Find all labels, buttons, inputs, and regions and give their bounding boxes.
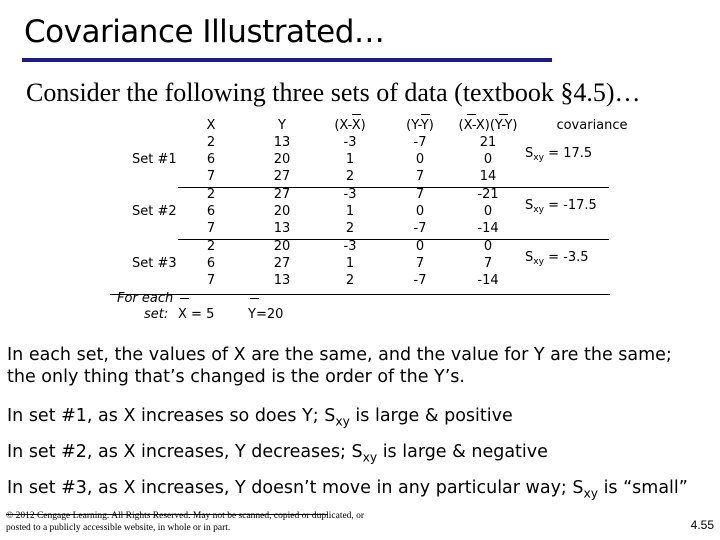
- covariance-subscript: xy: [533, 205, 545, 216]
- header-x-deviation: (X-X): [334, 118, 366, 133]
- set-label: Set #1: [132, 152, 177, 167]
- cell-y: 13: [273, 135, 291, 150]
- cell-x-deviation: 2: [345, 221, 355, 236]
- statement-subscript: xy: [583, 486, 598, 501]
- explanation-line-1: In each set, the values of X are the same, and the value for Y are the same;: [7, 345, 672, 365]
- cell-product: 0: [483, 152, 493, 167]
- cell-product: -14: [477, 273, 499, 288]
- set-label: Set #2: [132, 204, 177, 219]
- cell-x: 2: [206, 187, 216, 202]
- statement-set-1: [7, 405, 513, 427]
- covariance-value: = 17.5: [544, 146, 593, 161]
- set-label-summary: set:: [144, 307, 169, 322]
- cell-y: 27: [273, 256, 291, 271]
- header-y: Y: [278, 118, 286, 133]
- statement-set-3: [7, 477, 688, 499]
- cell-y: 13: [273, 273, 291, 288]
- cell-product: 0: [483, 204, 493, 219]
- set-divider: [178, 239, 609, 240]
- statement-text: is large & negative: [377, 442, 548, 462]
- cell-x-deviation: -3: [343, 135, 357, 150]
- statement-text: In set #3, as X increases, Y doesn’t move in any particular way; S: [7, 478, 584, 498]
- statement-subscript: xy: [335, 414, 350, 429]
- mean-bar: [499, 114, 508, 115]
- cell-product: -21: [477, 187, 499, 202]
- title-underline: [22, 58, 552, 62]
- cell-x-deviation: 1: [345, 152, 355, 167]
- slide-subtitle: Consider the following three sets of data (textbook §4.5)…: [26, 78, 641, 107]
- cell-x: 7: [206, 169, 216, 184]
- for-each-label: For each: [117, 291, 174, 306]
- statement-text: In set #1, as X increases so does Y; S: [7, 406, 336, 426]
- cell-x: 7: [206, 273, 216, 288]
- cell-y-deviation: 0: [415, 204, 425, 219]
- mean-bar: [180, 298, 189, 299]
- set-covariance: [525, 146, 592, 162]
- cell-y-deviation: 7: [415, 256, 425, 271]
- cell-x-deviation: 1: [345, 204, 355, 219]
- set-covariance: [525, 250, 589, 266]
- statement-text: In set #2, as X increases, Y decreases; S: [7, 442, 363, 462]
- covariance-subscript: xy: [533, 153, 545, 164]
- header-y-deviation: (Y-Y): [406, 118, 434, 133]
- cell-product: -14: [477, 221, 499, 236]
- cell-y: 20: [273, 152, 291, 167]
- cell-y: 20: [273, 204, 291, 219]
- cell-x: 6: [206, 256, 216, 271]
- cell-y: 13: [273, 221, 291, 236]
- set-covariance: [525, 198, 597, 214]
- covariance-symbol: S: [525, 146, 534, 161]
- cell-y-deviation: 0: [415, 152, 425, 167]
- mean-bar: [467, 114, 476, 115]
- mean-bar: [352, 114, 361, 115]
- copyright-notice: © 2012 Cengage Learning. All Rights Reserved. May not be scanned, copied or duplicated, or posted to a publicly accessible website, in whole or in part.: [6, 511, 365, 533]
- page-number: 4.55: [690, 518, 714, 532]
- cell-y-deviation: -7: [413, 221, 427, 236]
- cell-y: 27: [273, 169, 291, 184]
- explanation-paragraph: [7, 344, 672, 388]
- statement-subscript: xy: [362, 450, 378, 465]
- cell-product: 14: [479, 169, 497, 184]
- cell-y-deviation: -7: [413, 273, 427, 288]
- covariance-symbol: S: [525, 250, 534, 265]
- covariance-subscript: xy: [533, 257, 545, 268]
- cell-x-deviation: 2: [345, 273, 355, 288]
- covariance-value: = -17.5: [544, 198, 597, 213]
- cell-x-deviation: 2: [345, 169, 355, 184]
- covariance-symbol: S: [525, 198, 534, 213]
- mean-bar: [250, 298, 259, 299]
- cell-x: 6: [206, 152, 216, 167]
- header-x: X: [206, 118, 216, 133]
- x-mean: X = 5: [178, 307, 215, 322]
- cell-x: 6: [206, 204, 216, 219]
- cell-y-deviation: 0: [415, 239, 425, 254]
- statement-text: is large & positive: [349, 406, 513, 426]
- y-mean: Y=20: [248, 307, 284, 322]
- cell-product: 21: [479, 135, 497, 150]
- set-label: Set #3: [132, 256, 177, 271]
- cell-x-deviation: -3: [343, 239, 357, 254]
- statement-set-2: [7, 441, 548, 463]
- cell-y: 20: [273, 239, 291, 254]
- cell-y-deviation: -7: [413, 135, 427, 150]
- slide-title: Covariance Illustrated…: [24, 14, 385, 50]
- cell-y-deviation: 7: [415, 187, 425, 202]
- cell-product: 7: [483, 256, 493, 271]
- cell-product: 0: [483, 239, 493, 254]
- header-covariance: covariance: [556, 118, 628, 133]
- explanation-line-2: the only thing that’s changed is the order of the Y’s.: [7, 367, 465, 387]
- cell-y: 27: [273, 187, 291, 202]
- cell-x: 2: [206, 239, 216, 254]
- cell-x: 2: [206, 135, 216, 150]
- cell-x-deviation: 1: [345, 256, 355, 271]
- statement-text: is “small”: [598, 478, 688, 498]
- cell-y-deviation: 7: [415, 169, 425, 184]
- cell-x: 7: [206, 221, 216, 236]
- cell-x-deviation: -3: [343, 187, 357, 202]
- mean-bar: [421, 114, 430, 115]
- header-product: (X-X)(Y-Y): [458, 118, 518, 133]
- table-bottom-rule: [110, 294, 610, 295]
- covariance-value: = -3.5: [544, 250, 589, 265]
- set-divider: [178, 187, 609, 188]
